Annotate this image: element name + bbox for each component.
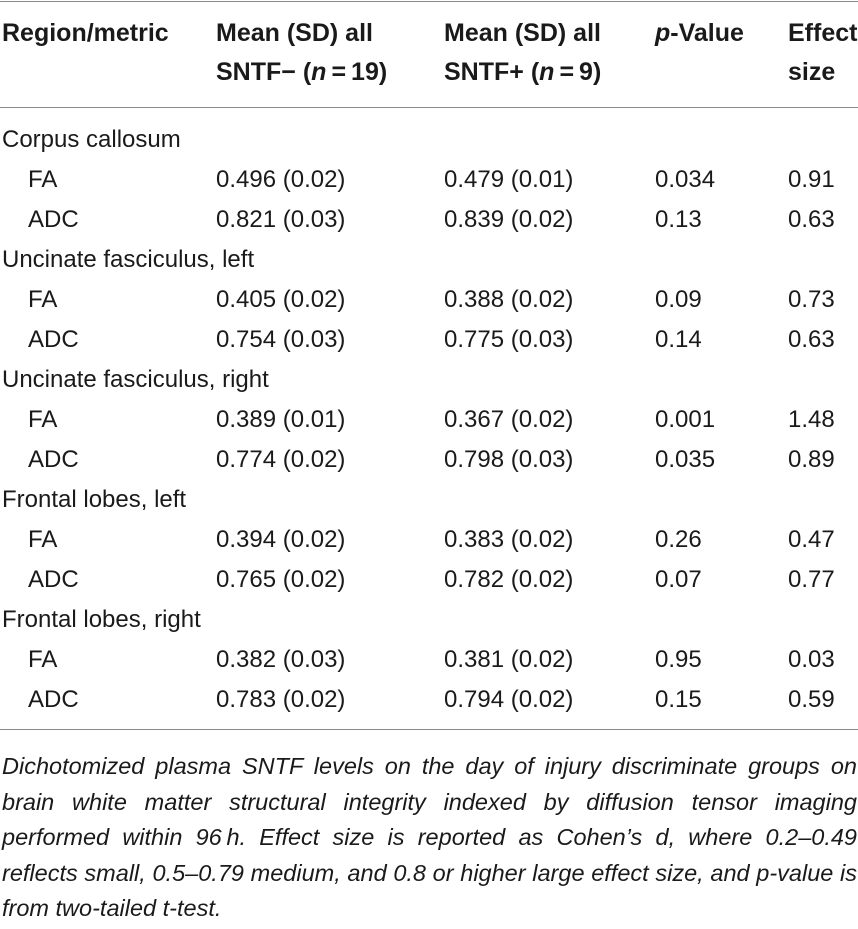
- table-row: [0, 200, 858, 240]
- header-pvalue-rest: -Value: [670, 19, 744, 47]
- header-pvalue-p: p: [655, 19, 671, 47]
- table-row: [0, 520, 858, 560]
- effect-size-cell: 0.89: [788, 446, 835, 473]
- header-mean-pos-group: SNTF+ (: [444, 58, 540, 86]
- header-pvalue: [655, 14, 744, 53]
- table-row: [0, 440, 858, 480]
- header-effect: [788, 14, 857, 92]
- metric-cell: ADC: [28, 566, 79, 593]
- header-mean-pos-n: n: [539, 58, 555, 86]
- header-rule: [0, 107, 858, 108]
- effect-size-cell: 0.63: [788, 206, 835, 233]
- table-row: [0, 560, 858, 600]
- mean-neg-cell: 0.382 (0.03): [216, 646, 346, 673]
- table-row: [0, 640, 858, 680]
- pvalue-cell: 0.09: [655, 286, 702, 313]
- table-top-rule: [0, 1, 858, 2]
- header-mean-pos-count: = 9): [554, 58, 602, 86]
- header-effect-line2: size: [788, 58, 836, 86]
- table-bottom-rule: [0, 729, 858, 730]
- group-row: [0, 120, 858, 160]
- pvalue-cell: 0.035: [655, 446, 716, 473]
- metric-cell: ADC: [28, 446, 79, 473]
- table-row: [0, 680, 858, 720]
- header-mean-neg-count: = 19): [326, 58, 388, 86]
- pvalue-cell: 0.034: [655, 166, 716, 193]
- table-row: [0, 280, 858, 320]
- mean-neg-cell: 0.783 (0.02): [216, 686, 346, 713]
- metric-cell: FA: [28, 166, 58, 193]
- pvalue-cell: 0.001: [655, 406, 716, 433]
- group-label: Frontal lobes, left: [2, 486, 187, 513]
- table-row: [0, 400, 858, 440]
- header-mean-neg: [216, 14, 387, 92]
- mean-pos-cell: 0.794 (0.02): [444, 686, 574, 713]
- mean-pos-cell: 0.381 (0.02): [444, 646, 574, 673]
- group-row: [0, 240, 858, 280]
- mean-neg-cell: 0.389 (0.01): [216, 406, 346, 433]
- group-row: [0, 600, 858, 640]
- mean-neg-cell: 0.405 (0.02): [216, 286, 346, 313]
- header-mean-pos-line1: Mean (SD) all: [444, 19, 601, 47]
- mean-pos-cell: 0.798 (0.03): [444, 446, 574, 473]
- group-label: Corpus callosum: [2, 126, 181, 153]
- effect-size-cell: 0.59: [788, 686, 835, 713]
- mean-pos-cell: 0.388 (0.02): [444, 286, 574, 313]
- mean-neg-cell: 0.394 (0.02): [216, 526, 346, 553]
- pvalue-cell: 0.15: [655, 686, 702, 713]
- header-region-label: Region/metric: [2, 19, 169, 47]
- mean-neg-cell: 0.774 (0.02): [216, 446, 346, 473]
- mean-pos-cell: 0.383 (0.02): [444, 526, 574, 553]
- pvalue-cell: 0.26: [655, 526, 702, 553]
- pvalue-cell: 0.07: [655, 566, 702, 593]
- group-row: [0, 360, 858, 400]
- header-mean-neg-group: SNTF− (: [216, 58, 312, 86]
- mean-pos-cell: 0.479 (0.01): [444, 166, 574, 193]
- pvalue-cell: 0.13: [655, 206, 702, 233]
- pvalue-cell: 0.14: [655, 326, 702, 353]
- metric-cell: FA: [28, 526, 58, 553]
- mean-neg-cell: 0.765 (0.02): [216, 566, 346, 593]
- mean-pos-cell: 0.839 (0.02): [444, 206, 574, 233]
- metric-cell: FA: [28, 646, 58, 673]
- effect-size-cell: 0.63: [788, 326, 835, 353]
- group-row: [0, 480, 858, 520]
- effect-size-cell: 0.47: [788, 526, 835, 553]
- effect-size-cell: 0.77: [788, 566, 835, 593]
- effect-size-cell: 0.91: [788, 166, 835, 193]
- group-label: Uncinate fasciculus, right: [2, 366, 269, 393]
- metric-cell: ADC: [28, 686, 79, 713]
- mean-neg-cell: 0.496 (0.02): [216, 166, 346, 193]
- mean-neg-cell: 0.821 (0.03): [216, 206, 346, 233]
- table-row: [0, 160, 858, 200]
- mean-neg-cell: 0.754 (0.03): [216, 326, 346, 353]
- table-row: [0, 320, 858, 360]
- metric-cell: ADC: [28, 206, 79, 233]
- table-caption: Dichotomized plasma SNTF levels on the day of injury discriminate groups on brain white matter structural integrity indexed by diffusion tensor imaging performed within 96 h. Effect size is reported as Cohen’s d, where 0.2–0.49 reflects small, 0.5–0.79 medium, and 0.8 or higher large effect size, and p-value is from two-tailed t-test.: [2, 753, 857, 921]
- header-mean-pos: [444, 14, 601, 92]
- metric-cell: FA: [28, 406, 58, 433]
- header-mean-neg-line1: Mean (SD) all: [216, 19, 373, 47]
- mean-pos-cell: 0.775 (0.03): [444, 326, 574, 353]
- metric-cell: ADC: [28, 326, 79, 353]
- effect-size-cell: 1.48: [788, 406, 835, 433]
- mean-pos-cell: 0.782 (0.02): [444, 566, 574, 593]
- header-region: [2, 14, 169, 53]
- effect-size-cell: 0.03: [788, 646, 835, 673]
- header-mean-neg-n: n: [311, 58, 327, 86]
- group-label: Uncinate fasciculus, left: [2, 246, 255, 273]
- mean-pos-cell: 0.367 (0.02): [444, 406, 574, 433]
- pvalue-cell: 0.95: [655, 646, 702, 673]
- metric-cell: FA: [28, 286, 58, 313]
- header-effect-line1: Effect: [788, 19, 858, 47]
- group-label: Frontal lobes, right: [2, 606, 201, 633]
- effect-size-cell: 0.73: [788, 286, 835, 313]
